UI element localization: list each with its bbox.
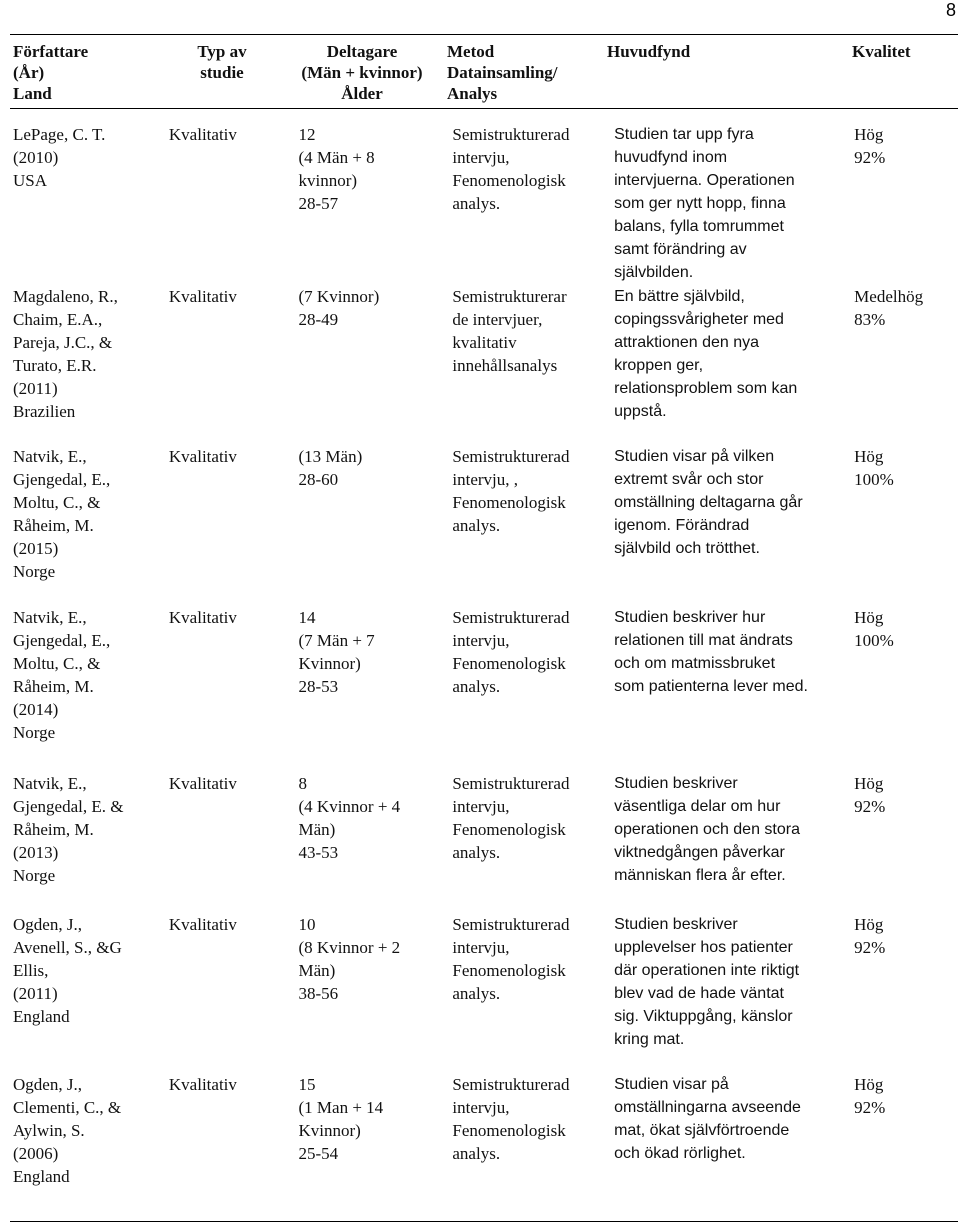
table-row: [10, 269, 958, 429]
cell-author: Ogden, J., Clementi, C., & Aylwin, S. (2006) England: [13, 1075, 122, 1186]
cell-participants: 8 (4 Kvinnor + 4 Män) 43-53: [298, 774, 401, 862]
cell-participants: 14 (7 Män + 7 Kvinnor) 28-53: [298, 608, 375, 696]
header-method: Metod Datainsamling/ Analys: [447, 42, 558, 103]
cell-author: LePage, C. T. (2010) USA: [13, 125, 106, 190]
table-row: [10, 1057, 958, 1186]
header-participants: Deltagare (Män + kvinnor) Ålder: [301, 42, 423, 103]
cell-author: Natvik, E., Gjengedal, E., Moltu, C., & Råheim, M. (2015) Norge: [13, 447, 111, 581]
cell-participants: 12 (4 Män + 8 kvinnor) 28-57: [298, 125, 375, 213]
table-row: [10, 109, 958, 281]
cell-study-type: Kvalitativ: [168, 287, 237, 306]
cell-author: Natvik, E., Gjengedal, E., Moltu, C., & Råheim, M. (2014) Norge: [13, 608, 111, 742]
cell-method: Semistrukturerad intervju, Fenomenologisk analys.: [452, 774, 570, 862]
cell-method: Semistrukturerad intervju, Fenomenologisk analys.: [452, 915, 570, 1003]
header-study-type: Typ av studie: [197, 42, 247, 82]
cell-study-type: Kvalitativ: [168, 915, 237, 934]
cell-findings: Studien beskriver hur relationen till mat ändrats och om matmissbruket som patienterna lever med.: [614, 609, 808, 695]
page-number: 8: [945, 0, 956, 20]
cell-findings: Studien visar på omställningarna avseende mat, ökat självförtroende och ökad rörlighet.: [614, 1076, 801, 1162]
cell-participants: (7 Kvinnor) 28-49: [298, 287, 380, 329]
cell-author: Magdaleno, R., Chaim, E.A., Pareja, J.C., & Turato, E.R. (2011) Brazilien: [13, 287, 118, 421]
cell-findings: Studien visar på vilken extremt svår och stor omställning deltagarna går igenom. Förändrad självbild och trötthet.: [614, 448, 803, 557]
cell-quality: Hög 92%: [854, 774, 886, 816]
cell-participants: 10 (8 Kvinnor + 2 Män) 38-56: [298, 915, 401, 1003]
cell-participants: (13 Män) 28-60: [298, 447, 363, 489]
cell-quality: Hög 92%: [854, 915, 886, 957]
cell-method: Semistrukturerar de intervjuer, kvalitativ innehållsanalys: [452, 287, 567, 375]
cell-quality: Medelhög 83%: [854, 287, 924, 329]
cell-method: Semistrukturerad intervju, Fenomenologisk analys.: [452, 608, 570, 696]
cell-author: Natvik, E., Gjengedal, E. & Råheim, M. (2013) Norge: [13, 774, 124, 885]
cell-study-type: Kvalitativ: [168, 774, 237, 793]
cell-findings: Studien tar upp fyra huvudfynd inom intervjuerna. Operationen som ger nytt hopp, finna balans, fylla tomrummet samt förändring av självbilden.: [614, 126, 795, 281]
cell-method: Semistrukturerad intervju, Fenomenologisk analys.: [452, 1075, 570, 1163]
cell-study-type: Kvalitativ: [168, 447, 237, 466]
table-header-row: [10, 35, 958, 104]
header-findings: Huvudfynd: [607, 42, 691, 61]
cell-quality: Hög 92%: [854, 125, 886, 167]
cell-findings: En bättre självbild, copingssvårigheter med attraktionen den nya kroppen ger, relationsproblem som kan uppstå.: [614, 288, 798, 420]
cell-quality: Hög 92%: [854, 1075, 886, 1117]
header-author: Författare (År) Land: [13, 42, 89, 103]
header-quality: Kvalitet: [852, 42, 911, 61]
cell-method: Semistrukturerad intervju, Fenomenologisk analys.: [452, 125, 570, 213]
table-row: [10, 590, 958, 756]
cell-author: Ogden, J., Avenell, S., &G Ellis, (2011) England: [13, 915, 122, 1026]
cell-study-type: Kvalitativ: [168, 608, 237, 627]
table-bottom-rule: [10, 1221, 958, 1222]
table-row: [10, 429, 958, 590]
cell-quality: Hög 100%: [854, 447, 894, 489]
literature-review-table: [10, 34, 958, 1186]
table-row: [10, 897, 958, 1057]
cell-quality: Hög 100%: [854, 608, 894, 650]
table-row: [10, 756, 958, 897]
cell-study-type: Kvalitativ: [168, 1075, 237, 1094]
cell-findings: Studien beskriver upplevelser hos patienter där operationen inte riktigt blev vad de hade väntat sig. Viktuppgång, känslor kring mat.: [614, 916, 800, 1048]
table-body: [10, 109, 958, 1186]
cell-study-type: Kvalitativ: [168, 125, 237, 144]
cell-method: Semistrukturerad intervju, , Fenomenologisk analys.: [452, 447, 570, 535]
cell-participants: 15 (1 Man + 14 Kvinnor) 25-54: [298, 1075, 384, 1163]
cell-findings: Studien beskriver väsentliga delar om hur operationen och den stora viktnedgången påverkar människan flera år efter.: [614, 775, 800, 884]
